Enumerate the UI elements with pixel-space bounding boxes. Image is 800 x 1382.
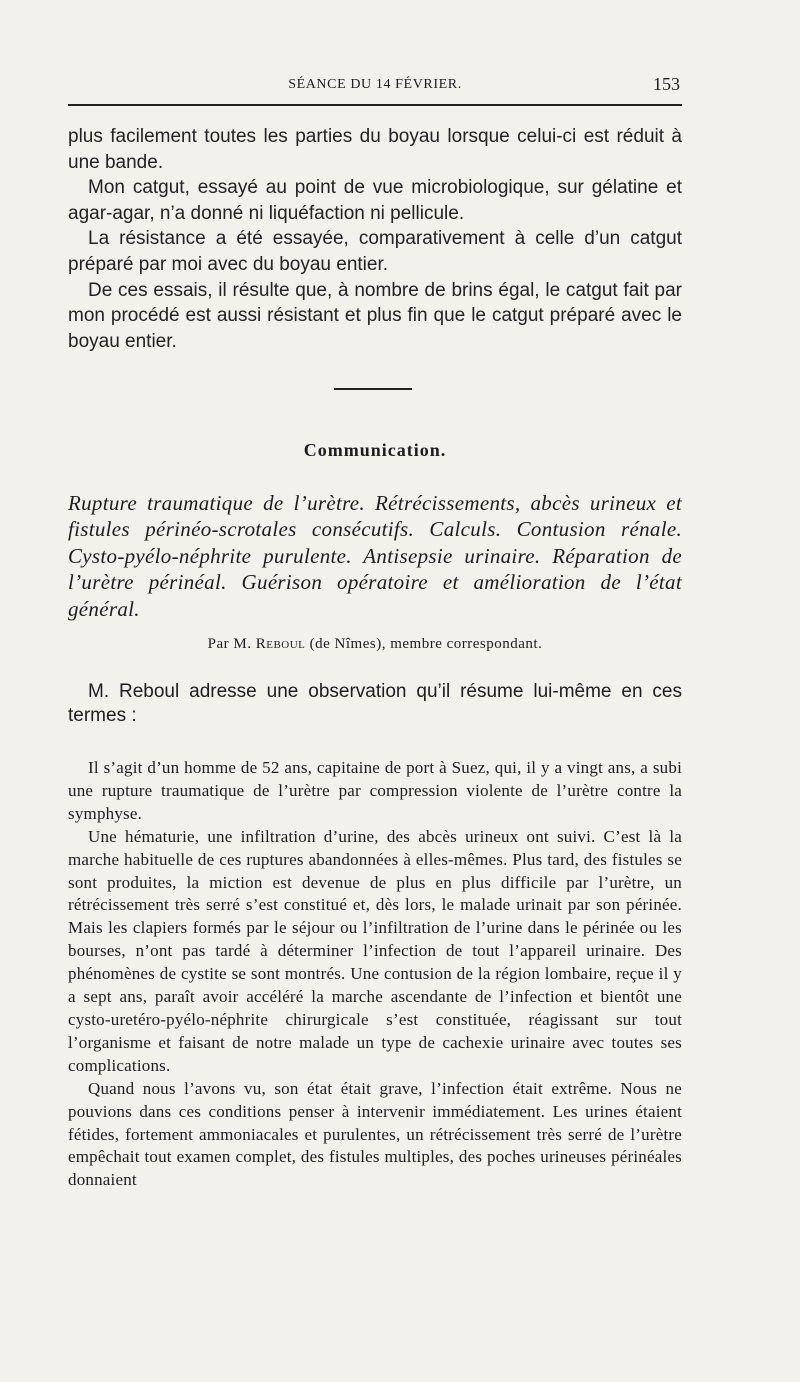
paragraph: Une hématurie, une infiltration d’urine, des abcès urineux ont suivi. C’est là la marche habituelle de ces ruptures abandonnées à elles-mêmes. Plus tard, des fistules se sont produites, la miction est devenue de plus en plus difficile par l’urètre, un rétrécissement très serré s’est constitué et, dès lors, le malade urinait par son périnée. Mais les clapiers formés par le séjour ou l’infiltration de l’urine dans le périnée ou les bourses, n’ont pas tardé à déterminer l’infection de tout l’appareil urinaire. Des phénomènes de cystite se sont montrés. Une contusion de la région lombaire, reçue il y a sept ans, paraît avoir accéléré la marche ascendante de l’infection et bientôt une cysto-uretéro-pyélo-néphrite chirurgicale s’est constituée, réagissant sur tout l’organisme et faisant de notre malade un type de cachexie urinaire avec toutes ses complications.	[68, 826, 682, 1075]
running-head	[68, 74, 682, 96]
byline	[68, 636, 682, 653]
paragraph: Il s’agit d’un homme de 52 ans, capitaine de port à Suez, qui, il y a vingt ans, a subi une rupture traumatique de l’urètre par compression violente de l’urètre contre la symphyse.	[68, 758, 682, 823]
byline-prefix: Par M.	[207, 636, 252, 652]
article-title: Rupture traumatique de l’urètre. Rétrécissements, abcès urineux et fistules périnéo-scrotales consécutifs. Calculs. Contusion rénale. Cysto-pyélo-néphrite purulente. Antisepsie urinaire. Réparation de l’urètre périnéal. Guérison opératoire et amélioration de l’état général.	[68, 491, 682, 621]
intro-paragraph	[68, 680, 682, 728]
running-title: SÉANCE DU 14 FÉVRIER.	[288, 77, 462, 92]
paragraph: La résistance a été essayée, comparativement à celle d’un catgut préparé par moi avec du boyau entier.	[68, 228, 682, 275]
byline-suffix: (de Nîmes), membre correspondant.	[309, 636, 543, 652]
paragraph: plus facilement toutes les parties du boyau lorsque celui-ci est réduit à une bande.	[68, 126, 682, 173]
section-divider	[334, 388, 412, 390]
continued-text	[68, 124, 682, 354]
header-rule	[68, 104, 682, 106]
paragraph: Quand nous l’avons vu, son état était grave, l’infection était extrême. Nous ne pouvions dans ces conditions penser à intervenir immédiatement. Les urines étaient fétides, fortement ammoniacales et purulentes, un rétrécissement très serré de l’urètre empêchait tout examen complet, des fistules multiples, des poches urineuses périnéales donnaient	[68, 1078, 682, 1190]
section-heading: Communication.	[303, 440, 447, 460]
paragraph: Mon catgut, essayé au point de vue microbiologique, sur gélatine et agar-agar, n’a donné ni liquéfaction ni pellicule.	[68, 177, 682, 224]
author-name: Reboul	[255, 636, 306, 652]
page-number: 153	[653, 74, 680, 94]
observation-text	[68, 757, 682, 1192]
paragraph: De ces essais, il résulte que, à nombre de brins égal, le catgut fait par mon procédé est aussi résistant et plus fin que le catgut préparé avec le boyau entier.	[68, 279, 682, 352]
paragraph: M. Reboul adresse une observation qu’il résume lui-même en ces termes :	[68, 681, 682, 726]
